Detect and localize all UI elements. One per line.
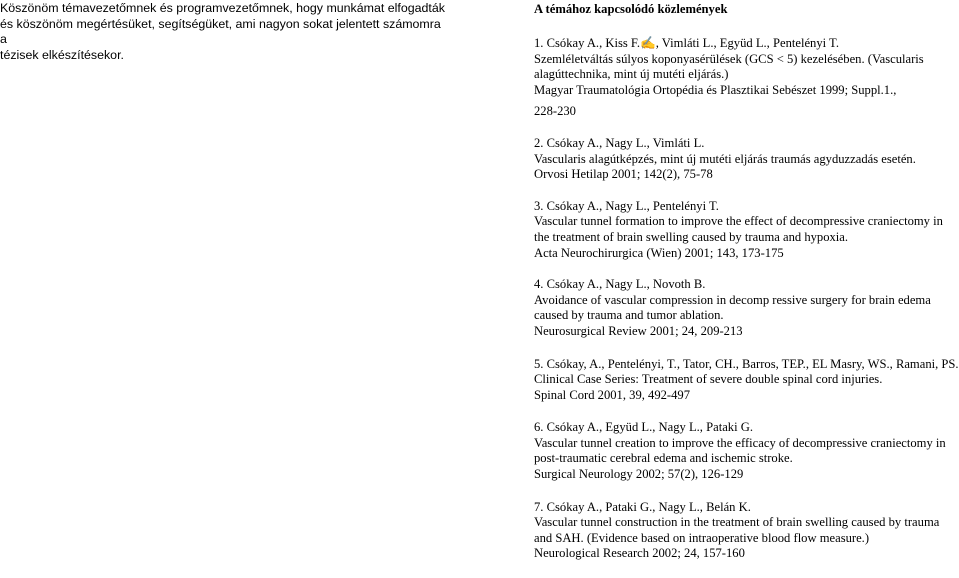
reference-journal: Neurological Research 2002; 24, 157-160 [534,546,745,561]
reference-journal: Spinal Cord 2001, 39, 492-497 [534,387,691,402]
acknowledgement-text [0,1,445,63]
reference-journal: Neurosurgical Review 2001; 24, 209-213 [534,323,743,338]
reference-authors: 6. Csókay A., Együd L., Nagy L., Pataki G. [534,420,753,435]
reference-authors: 3. Csókay A., Nagy L., Pentelényi T. [534,198,719,213]
reference-item [534,420,959,482]
reference-list [531,36,959,562]
reference-journal: Acta Neurochirurgica (Wien) 2001; 143, 173-175 [534,245,784,260]
reference-authors: 4. Csókay A., Nagy L., Novoth B. [534,277,706,292]
reference-title: Vascular tunnel creation to improve the efficacy of decompressive craniectomy in post-traumatic cerebral edema and ischemic stroke. [534,435,946,466]
reference-item [534,357,959,404]
reference-title: Vascular tunnel construction in the treatment of brain swelling caused by trauma and SAH. (Evidence based on intraoperative blood flow measure.) [534,515,940,545]
reference-title: Vascularis alagútképzés, mint új mutéti eljárás traumás agyduzzadás esetén. [534,151,916,166]
reference-journal: Surgical Neurology 2002; 57(2), 126-129 [534,467,744,482]
reference-journal: Magyar Traumatológia Ortopédia és Plasztikai Sebészet 1999; Suppl.1., [534,82,897,97]
reference-title: Avoidance of vascular compression in decomp ressive surgery for brain edema caused by trauma and tumor ablation. [534,292,931,323]
reference-pages: 228-230 [534,104,576,119]
reference-title: Vascular tunnel formation to improve the effect of decompressive craniectomy in the treatment of brain swelling caused by trauma and hypoxia. [534,214,943,244]
reference-authors: 5. Csókay, A., Pentelényi, T., Tator, CH., Barros, TEP., EL Masry, WS., Ramani, PS. [534,356,959,371]
reference-item [534,199,959,261]
reference-item [534,277,959,339]
section-heading: A témához kapcsolódó közlemények [534,2,728,16]
reference-item [534,136,959,183]
reference-title: Clinical Case Series: Treatment of severe double spinal cord injuries. [534,372,883,387]
reference-authors: 1. Csókay A., Kiss F.✍, Vimláti L., Együd L., Pentelényi T. [534,36,839,50]
acknowledgement-line: Köszönöm témavezetőmnek és programvezetőmnek, hogy munkámat elfogadták [0,1,445,15]
reference-authors: 7. Csókay A., Pataki G., Nagy L., Belán K. [534,499,751,514]
acknowledgement-line: és köszönöm megértésüket, segítségüket, ami nagyon sokat jelentett számomra a [0,16,441,47]
publications-section [531,0,959,578]
reference-item [534,500,959,562]
reference-title: Szemléletváltás súlyos koponyasérülések (GCS < 5) kezelésében. (Vascularis alagúttechnika, mint új mutéti eljárás.) [534,51,924,82]
reference-item [534,36,959,120]
reference-authors: 2. Csókay A., Nagy L., Vimláti L. [534,135,705,150]
reference-journal: Orvosi Hetilap 2001; 142(2), 75-78 [534,167,713,182]
acknowledgement-line: tézisek elkészítésekor. [0,47,124,62]
